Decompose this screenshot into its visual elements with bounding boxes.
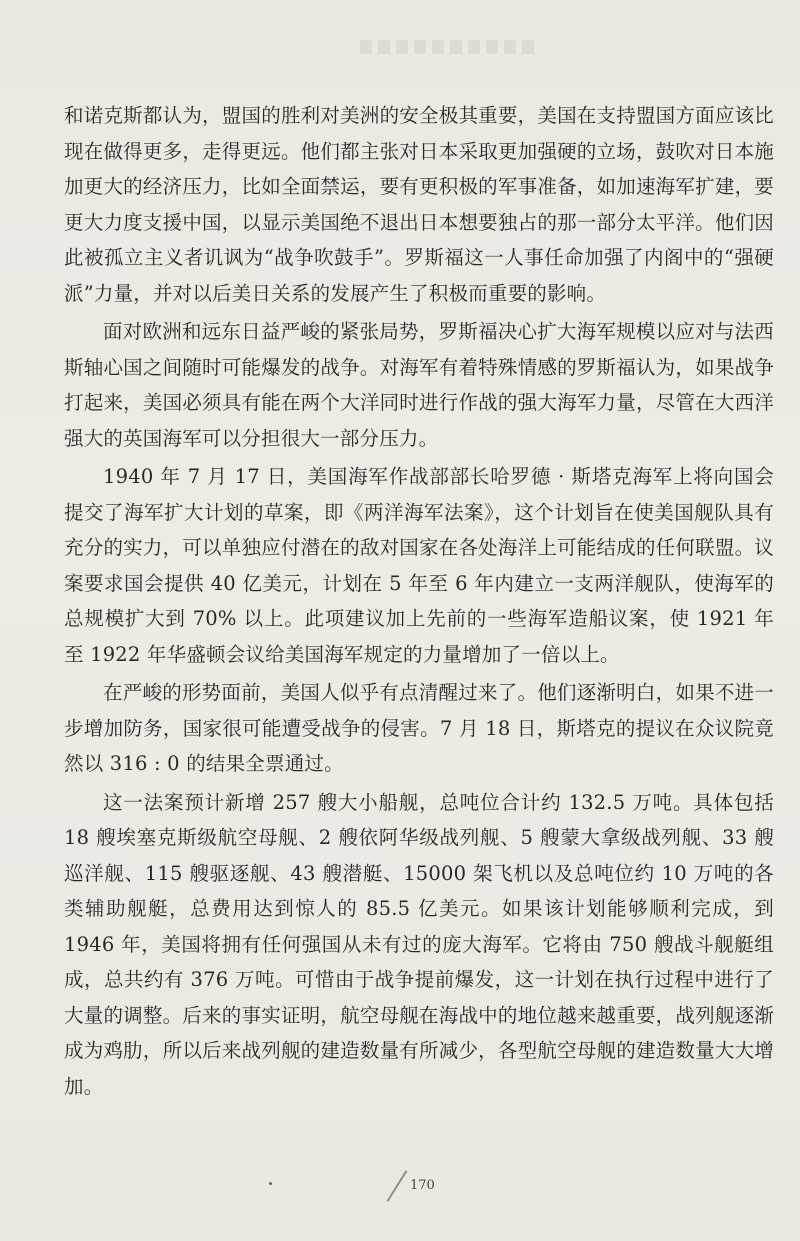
paragraph: 1940 年 7 月 17 日，美国海军作战部部长哈罗德 · 斯塔克海军上将向国会提交了海军扩大计划的草案，即《两洋海军法案》，这个计划旨在使美国舰队具有充分的实力，可以单独应付潜在的敌对国家在各处海洋上可能结成的任何联盟。议案要求国会提供 40 亿美元，计划在 5 年至 6 年内建立一支两洋舰队，使海军的总规模扩大到 70% 以上。此项建议加上先前的一些海军造船议案，使 1921 年至 1922 年华盛顿会议给美国海军规定的力量增加了一倍以上。 xyxy=(64,465,774,666)
paragraph: 在严峻的形势面前，美国人似乎有点清醒过来了。他们逐渐明白，如果不进一步增加防务，国家很可能遭受战争的侵害。7 月 18 日，斯塔克的提议在众议院竟然以 316 : 0 的结果全票通过。 xyxy=(64,681,774,775)
paragraph: 这一法案预计新增 257 艘大小船舰，总吨位合计约 132.5 万吨。具体包括 18 艘埃塞克斯级航空母舰、2 艘依阿华级战列舰、5 艘蒙大拿级战列舰、33 艘巡洋舰、115 艘驱逐舰、43 艘潜艇、15000 架飞机以及总吨位约 10 万吨的各类辅助舰艇，总费用达到惊人的 85.5 亿美元。如果该计划能够顺利完成，到 1946 年，美国将拥有任何强国从未有过的庞大海军。它将由 750 艘战斗舰艇组成，总共约有 376 万吨。可惜由于战争提前爆发，这一计划在执行过程中进行了大量的调整。后来的事实证明，航空母舰在海战中的地位越来越重要，战列舰逐渐成为鸡肋，所以后来战列舰的建造数量有所减少，各型航空母舰的建造数量大大增加。 xyxy=(64,790,774,1098)
running-header-bleedthrough xyxy=(360,40,540,54)
folio-slash-mark xyxy=(387,1170,408,1202)
paragraph-continued: 和诺克斯都认为，盟国的胜利对美洲的安全极其重要，美国在支持盟国方面应该比现在做得更多，走得更远。他们都主张对日本采取更加强硬的立场，鼓吹对日本施加更大的经济压力，比如全面禁运，要有更积极的军事准备，如加速海军扩建，要更大力度支援中国，以显示美国绝不退出日本想要独占的那一部分太平洋。他们因此被孤立主义者讥讽为“战争吹鼓手”。罗斯福这一人事任命加强了内阁中的“强硬派”力量，并对以后美日关系的发展产生了积极而重要的影响。 xyxy=(64,104,774,305)
ink-speck xyxy=(269,1182,272,1185)
body-text xyxy=(64,98,774,1104)
page-number: 170 xyxy=(410,1178,435,1193)
paragraph: 面对欧洲和远东日益严峻的紧张局势，罗斯福决心扩大海军规模以应对与法西斯轴心国之间随时可能爆发的战争。对海军有着特殊情感的罗斯福认为，如果战争打起来，美国必须具有能在两个大洋同时进行作战的强大海军力量，尽管在大西洋强大的英国海军可以分担很大一部分压力。 xyxy=(64,320,774,450)
